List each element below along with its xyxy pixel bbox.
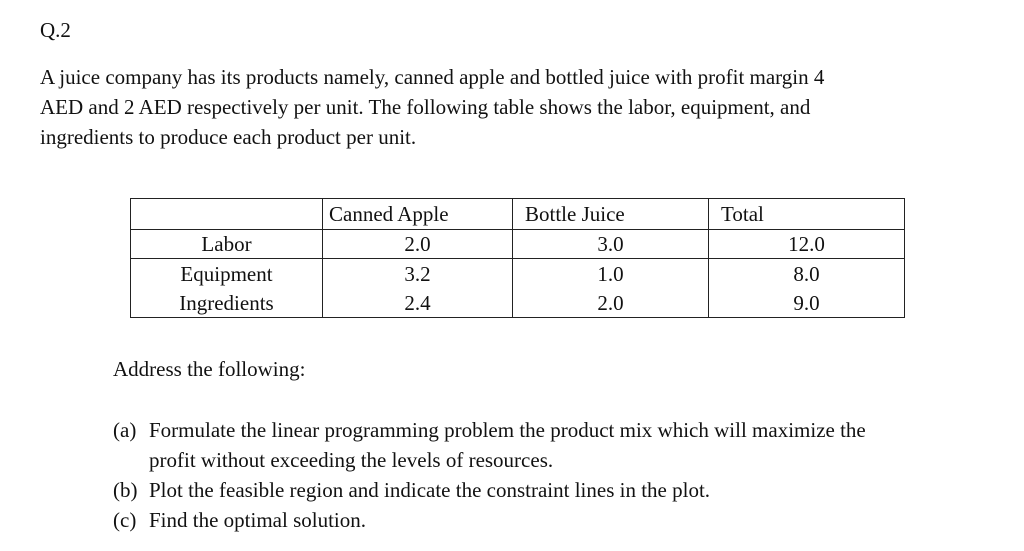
task-item [113,505,866,535]
statement-line: ingredients to produce each product per unit. [40,125,417,149]
task-line: Plot the feasible region and indicate the constraint lines in the plot. [149,478,711,502]
address-heading: Address the following: [113,357,306,381]
task-item [113,415,866,475]
statement-line: AED and 2 AED respectively per unit. The following table shows the labor, equipment, and [40,95,811,119]
cell-bottle-juice: 1.0 [513,259,709,290]
cell-total: 8.0 [709,259,905,290]
table-row [131,230,905,259]
resource-table [130,198,905,318]
row-label: Ingredients [131,289,323,318]
cell-canned-apple: 3.2 [323,259,513,290]
header-empty [131,199,323,230]
cell-total: 12.0 [709,230,905,259]
problem-statement [40,62,1000,152]
statement-line: A juice company has its products namely, canned apple and bottled juice with profit margin 4 [40,65,825,89]
header-total: Total [709,199,905,230]
task-marker: (a) [113,418,137,442]
row-label: Equipment [131,259,323,290]
cell-bottle-juice: 2.0 [513,289,709,318]
task-marker: (b) [113,478,138,502]
task-list [113,415,866,535]
question-number: Q.2 [40,18,71,42]
table-header-row [131,199,905,230]
row-label: Labor [131,230,323,259]
cell-canned-apple: 2.0 [323,230,513,259]
task-item [113,475,866,505]
header-bottle-juice: Bottle Juice [513,199,709,230]
cell-total: 9.0 [709,289,905,318]
table-row [131,289,905,318]
header-canned-apple: Canned Apple [323,199,513,230]
table-row [131,259,905,290]
cell-canned-apple: 2.4 [323,289,513,318]
cell-bottle-juice: 3.0 [513,230,709,259]
task-marker: (c) [113,508,137,532]
task-line: Find the optimal solution. [149,508,367,532]
task-line: Formulate the linear programming problem the product mix which will maximize the [149,418,866,442]
task-line: profit without exceeding the levels of resources. [149,448,554,472]
